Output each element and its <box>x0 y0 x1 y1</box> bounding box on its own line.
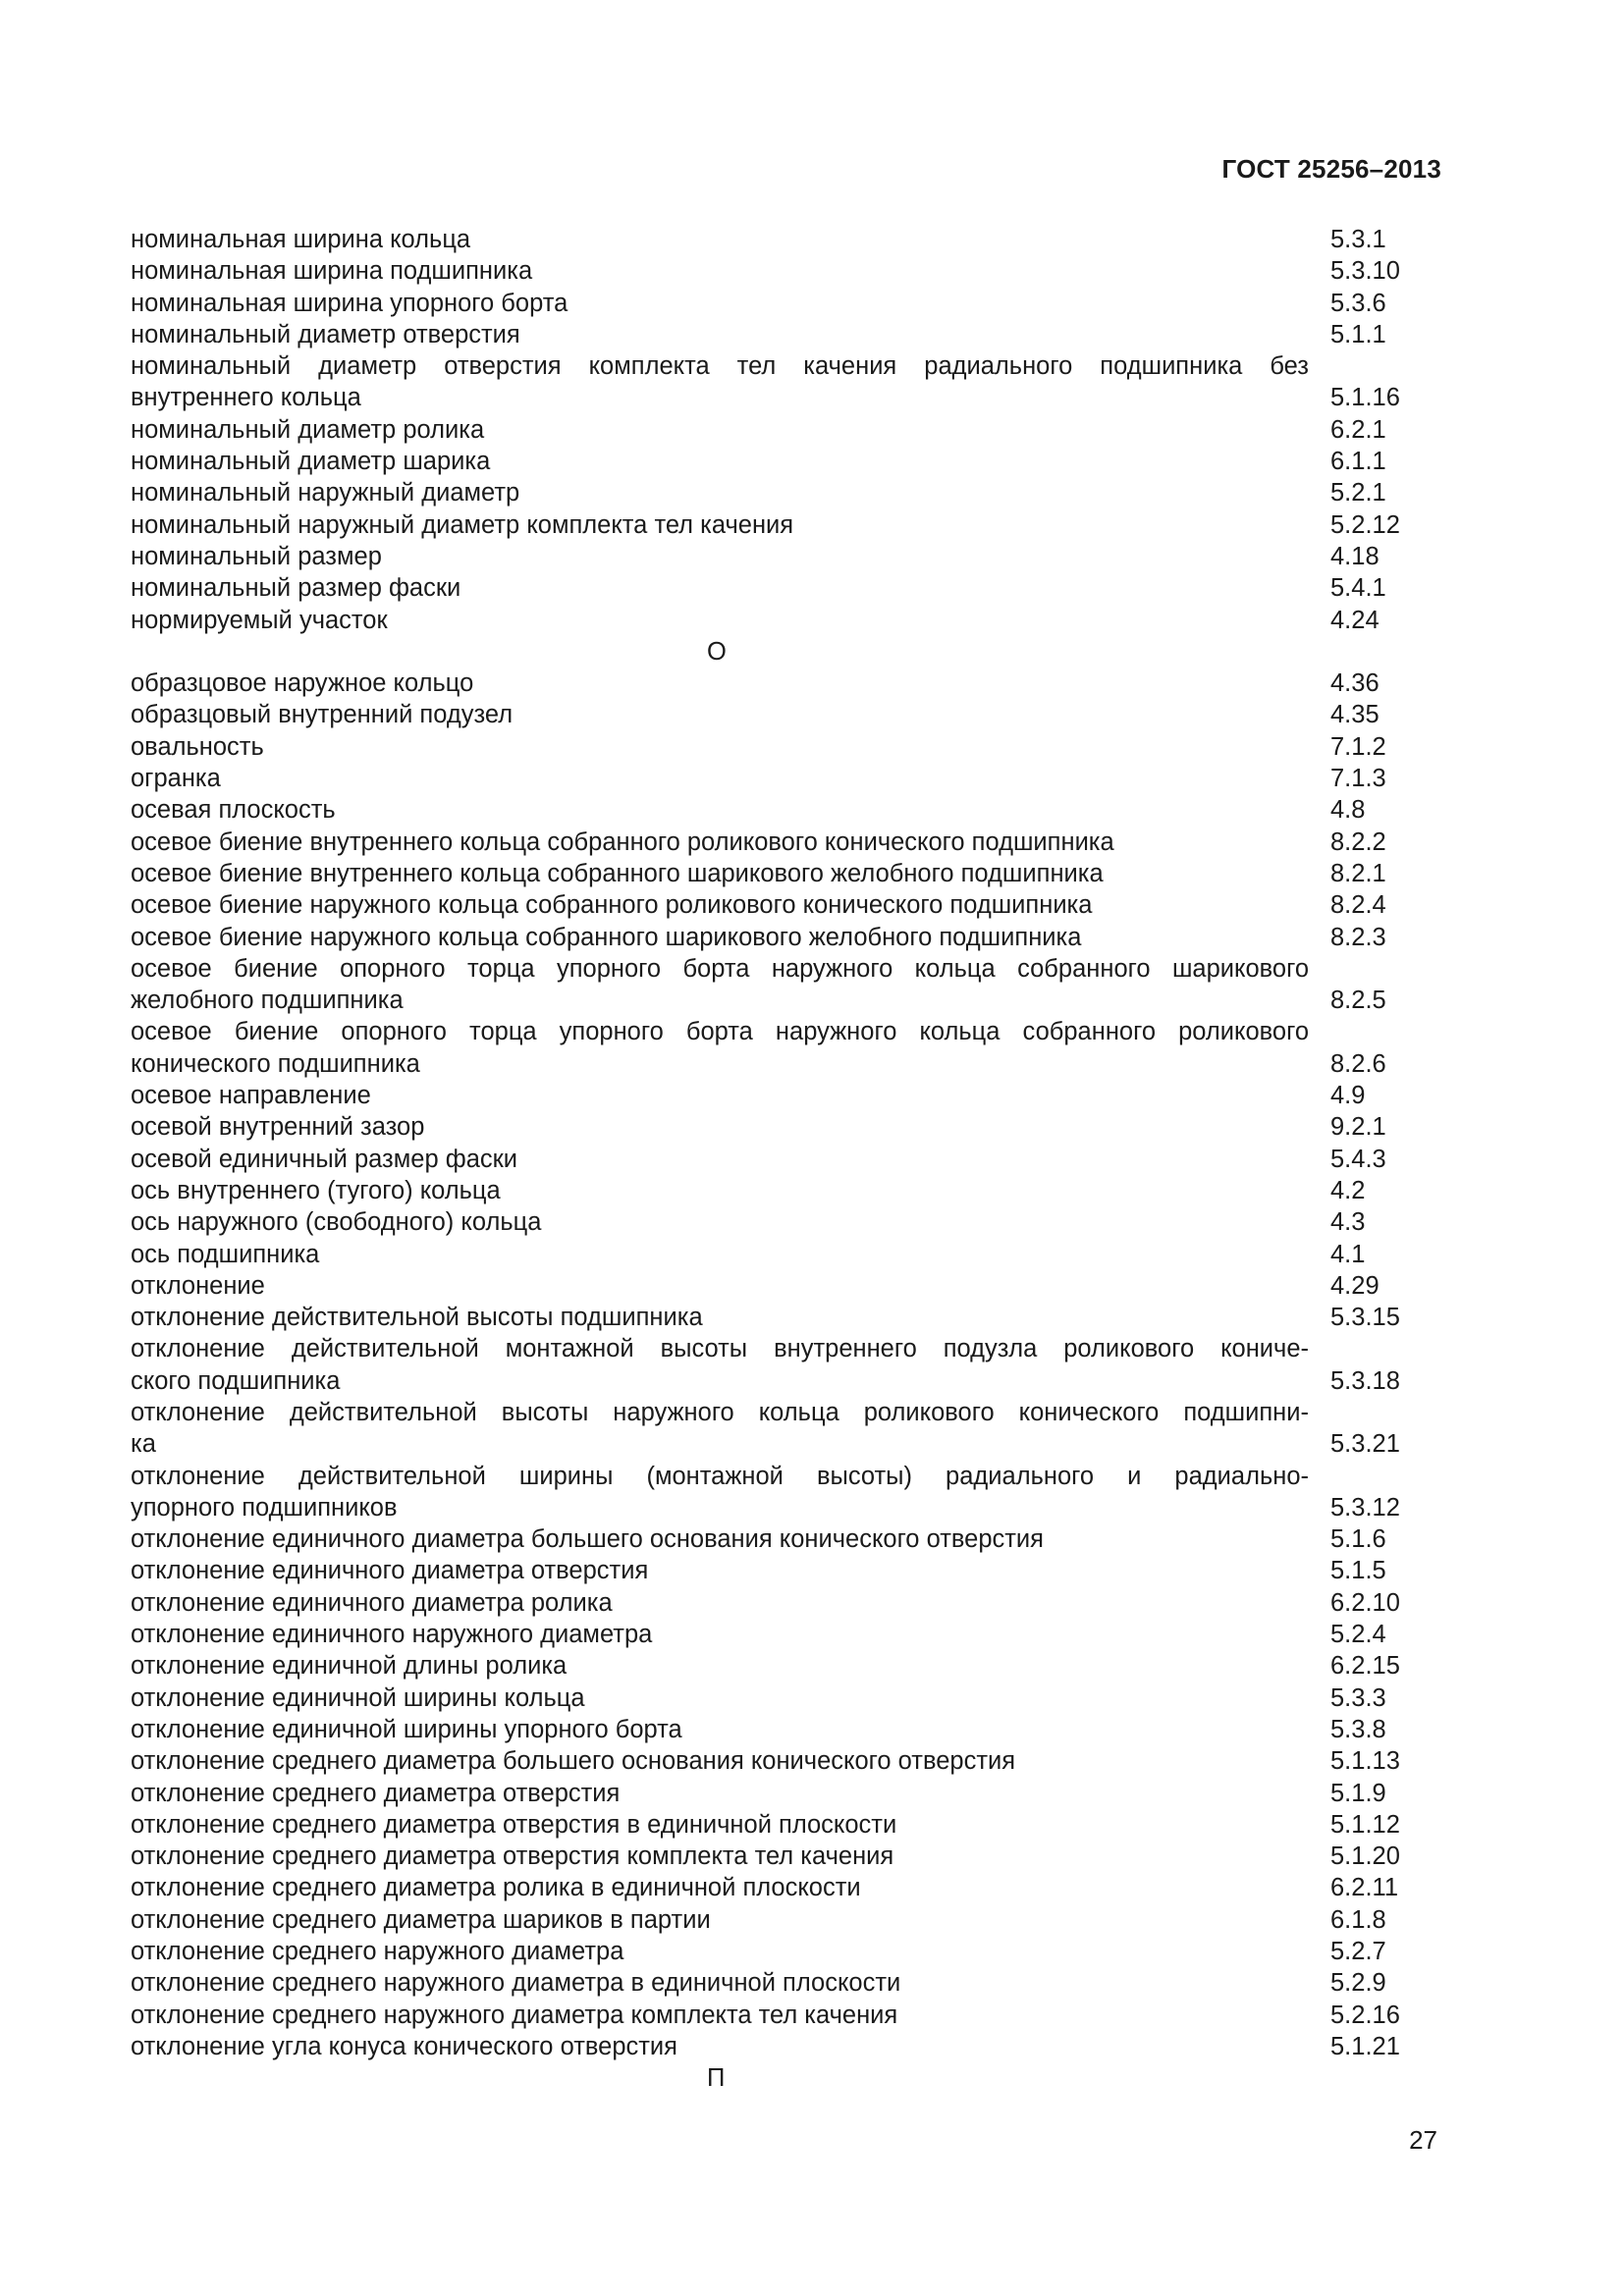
entry-ref: 8.2.1 <box>1330 859 1386 887</box>
index-entry-line <box>131 953 1413 985</box>
entry-ref: 5.1.20 <box>1330 1842 1400 1871</box>
index-entry <box>131 605 1413 636</box>
index-entry <box>131 2000 1413 2031</box>
entry-term: номинальная ширина кольца <box>131 226 471 253</box>
entry-term-continued: конического подшипника <box>131 1049 420 1078</box>
entry-term: образцовое наружное кольцо <box>131 669 474 698</box>
index-entry <box>131 1682 1413 1714</box>
entry-ref: 5.4.3 <box>1330 1145 1386 1173</box>
entry-term: номинальный размер фаски <box>131 574 461 603</box>
entry-ref: 7.1.3 <box>1330 765 1386 793</box>
entry-ref: 4.29 <box>1330 1271 1380 1300</box>
entry-term: номинальный наружный диаметр <box>131 479 520 507</box>
entry-term-continued: упорного подшипников <box>131 1493 398 1522</box>
index-entry <box>131 1428 1413 1460</box>
entry-ref: 5.4.1 <box>1330 574 1386 603</box>
index-entry <box>131 1365 1413 1397</box>
entry-term: ось внутреннего (тугого) кольца <box>131 1176 501 1204</box>
entry-ref: 6.2.11 <box>1330 1874 1399 1902</box>
section-letter: О <box>707 637 727 666</box>
entry-term: осевое биение внутреннего кольца собранного шарикового желобного подшипника <box>131 859 1104 887</box>
entry-term: отклонение действительной монтажной высоты внутреннего подузла роликового кониче- <box>131 1335 1309 1363</box>
entry-ref: 4.35 <box>1330 701 1380 729</box>
entry-ref: 5.1.6 <box>1330 1525 1386 1554</box>
entry-term: отклонение единичной ширины упорного борта <box>131 1715 682 1743</box>
entry-ref: 8.2.4 <box>1330 891 1386 920</box>
index-entry <box>131 1523 1413 1555</box>
index-entry <box>131 382 1413 413</box>
entry-term: отклонение единичного диаметра ролика <box>131 1588 613 1617</box>
entry-ref: 6.1.1 <box>1330 448 1386 476</box>
entry-term: отклонение среднего диаметра отверстия в единичной плоскости <box>131 1810 897 1839</box>
index-entry <box>131 1080 1413 1111</box>
entry-term: отклонение <box>131 1271 265 1300</box>
entry-ref: 5.2.12 <box>1330 510 1400 539</box>
entry-ref: 5.2.4 <box>1330 1621 1386 1649</box>
entry-ref: 5.2.9 <box>1330 1969 1386 1998</box>
entry-term-continued: ского подшипника <box>131 1366 341 1395</box>
entry-term: осевое биение опорного торца упорного борта наружного кольца собранного роликового <box>131 1018 1309 1046</box>
entry-term: осевое биение внутреннего кольца собранного роликового конического подшипника <box>131 828 1114 856</box>
entry-term: номинальный размер <box>131 542 382 570</box>
entry-ref: 5.1.21 <box>1330 2032 1400 2060</box>
index-entry <box>131 414 1413 446</box>
entry-ref: 4.1 <box>1330 1240 1366 1268</box>
entry-term: отклонение угла конуса конического отверстия <box>131 2032 677 2060</box>
index-entry <box>131 922 1413 953</box>
index-entry <box>131 446 1413 477</box>
entry-term: номинальный диаметр отверстия комплекта тел качения радиального подшипника без <box>131 352 1309 381</box>
entry-ref: 8.2.3 <box>1330 923 1386 951</box>
index-entry <box>131 509 1413 541</box>
page-number: 27 <box>1409 2125 1437 2155</box>
entry-term-continued: ка <box>131 1430 156 1459</box>
index-entry <box>131 1936 1413 1967</box>
entry-term-continued: внутреннего кольца <box>131 384 361 412</box>
entry-term: ось наружного (свободного) кольца <box>131 1208 542 1237</box>
entry-ref: 7.1.2 <box>1330 732 1386 761</box>
index-entry <box>131 1745 1413 1777</box>
index-entry <box>131 224 1413 255</box>
entry-ref: 5.3.10 <box>1330 257 1400 286</box>
entry-ref: 4.18 <box>1330 542 1380 570</box>
entry-term: номинальный наружный диаметр комплекта тел качения <box>131 510 794 539</box>
entry-term: отклонение единичного диаметра отверстия <box>131 1557 649 1585</box>
entry-ref: 4.2 <box>1330 1176 1366 1204</box>
entry-term: образцовый внутренний подузел <box>131 701 514 729</box>
entry-ref: 6.2.1 <box>1330 415 1386 444</box>
index-entry <box>131 477 1413 508</box>
index-entry <box>131 1650 1413 1682</box>
index-entry <box>131 985 1413 1016</box>
entry-term: осевое направление <box>131 1082 371 1110</box>
entry-ref: 5.1.16 <box>1330 384 1400 412</box>
index-entry <box>131 1270 1413 1302</box>
index-entry <box>131 1967 1413 1999</box>
entry-term: осевое биение опорного торца упорного борта наружного кольца собранного шарикового <box>131 954 1309 983</box>
index-entry <box>131 731 1413 763</box>
entry-ref: 5.3.12 <box>1330 1493 1400 1522</box>
entry-term: отклонение среднего наружного диаметра в единичной плоскости <box>131 1969 901 1998</box>
entry-term: номинальная ширина упорного борта <box>131 289 568 317</box>
entry-ref: 5.1.12 <box>1330 1810 1400 1839</box>
entry-term: отклонение среднего наружного диаметра <box>131 1938 624 1966</box>
entry-ref: 5.1.5 <box>1330 1557 1386 1585</box>
entry-term: номинальный диаметр шарика <box>131 448 491 476</box>
entry-term: отклонение среднего диаметра отверстия <box>131 1779 621 1807</box>
document-header: ГОСТ 25256–2013 <box>1221 154 1441 184</box>
entry-term: отклонение действительной ширины (монтажной высоты) радиального и радиально- <box>131 1462 1309 1490</box>
index-entry-line <box>131 1397 1413 1428</box>
entry-ref: 4.3 <box>1330 1208 1366 1237</box>
entry-term: отклонение единичного диаметра большего основания конического отверстия <box>131 1525 1044 1554</box>
index-entry <box>131 1111 1413 1143</box>
entry-ref: 5.2.1 <box>1330 479 1386 507</box>
entry-ref: 6.1.8 <box>1330 1905 1386 1934</box>
entry-ref: 5.1.13 <box>1330 1747 1400 1776</box>
entry-term: отклонение единичной ширины кольца <box>131 1683 585 1712</box>
index-entry <box>131 1841 1413 1872</box>
entry-term: отклонение действительной высоты подшипника <box>131 1304 703 1332</box>
entry-ref: 4.24 <box>1330 606 1380 634</box>
entry-term: осевой единичный размер фаски <box>131 1145 518 1173</box>
entry-term: номинальный диаметр отверстия <box>131 320 520 348</box>
entry-term: овальность <box>131 732 264 761</box>
index-entry <box>131 319 1413 350</box>
index-entry <box>131 572 1413 604</box>
entry-term: огранка <box>131 765 221 793</box>
index-entry <box>131 541 1413 572</box>
entry-ref: 5.3.3 <box>1330 1683 1386 1712</box>
index-entry <box>131 1714 1413 1745</box>
entry-ref: 5.1.9 <box>1330 1779 1386 1807</box>
entry-ref: 5.2.7 <box>1330 1938 1386 1966</box>
index-entry <box>131 667 1413 699</box>
entry-ref: 5.3.18 <box>1330 1366 1400 1395</box>
entry-term: номинальная ширина подшипника <box>131 257 533 286</box>
entry-ref: 4.8 <box>1330 796 1366 825</box>
entry-ref: 5.3.8 <box>1330 1715 1386 1743</box>
entry-ref: 5.3.1 <box>1330 226 1386 253</box>
entry-term: номинальный диаметр ролика <box>131 415 485 444</box>
entry-ref: 4.36 <box>1330 669 1380 698</box>
entry-term: отклонение среднего диаметра шариков в партии <box>131 1905 711 1934</box>
index-entry <box>131 794 1413 826</box>
entry-term: ось подшипника <box>131 1240 320 1268</box>
index-entry <box>131 1239 1413 1270</box>
entry-term: отклонение среднего наружного диаметра комплекта тел качения <box>131 2001 898 2029</box>
index-entry <box>131 1144 1413 1175</box>
term-index <box>131 224 1413 2095</box>
index-entry <box>131 1302 1413 1333</box>
entry-ref: 4.9 <box>1330 1082 1366 1110</box>
entry-ref: 6.2.10 <box>1330 1588 1400 1617</box>
section-letter: П <box>707 2064 726 2093</box>
index-entry <box>131 288 1413 319</box>
entry-ref: 8.2.5 <box>1330 987 1386 1015</box>
index-entry <box>131 1872 1413 1903</box>
entry-term: отклонение единичного наружного диаметра <box>131 1621 653 1649</box>
entry-term: осевое биение наружного кольца собранного шарикового желобного подшипника <box>131 923 1082 951</box>
index-entry <box>131 763 1413 794</box>
entry-term: нормируемый участок <box>131 606 388 634</box>
index-entry-line <box>131 1461 1413 1492</box>
index-entry <box>131 1778 1413 1809</box>
index-entry-line <box>131 350 1413 382</box>
entry-ref: 8.2.2 <box>1330 828 1386 856</box>
index-entry <box>131 699 1413 730</box>
index-entry <box>131 1904 1413 1936</box>
entry-term-continued: желобного подшипника <box>131 987 404 1015</box>
entry-term: осевое биение наружного кольца собранного роликового конического подшипника <box>131 891 1093 920</box>
index-entry <box>131 1587 1413 1619</box>
entry-term: отклонение среднего диаметра большего основания конического отверстия <box>131 1747 1016 1776</box>
index-entry-line <box>131 1016 1413 1047</box>
index-entry <box>131 1492 1413 1523</box>
index-entry <box>131 1555 1413 1586</box>
entry-ref: 5.3.6 <box>1330 289 1386 317</box>
entry-ref: 8.2.6 <box>1330 1049 1386 1078</box>
index-entry <box>131 2031 1413 2062</box>
entry-term: осевая плоскость <box>131 796 336 825</box>
entry-ref: 5.2.16 <box>1330 2001 1400 2029</box>
index-entry <box>131 889 1413 921</box>
index-entry <box>131 1206 1413 1238</box>
index-entry <box>131 858 1413 889</box>
index-entry <box>131 1619 1413 1650</box>
entry-term: отклонение единичной длины ролика <box>131 1652 568 1681</box>
entry-term: отклонение среднего диаметра ролика в единичной плоскости <box>131 1874 861 1902</box>
index-entry <box>131 255 1413 287</box>
entry-ref: 5.1.1 <box>1330 320 1386 348</box>
index-entry <box>131 827 1413 858</box>
entry-ref: 6.2.15 <box>1330 1652 1400 1681</box>
entry-term: отклонение среднего диаметра отверстия комплекта тел качения <box>131 1842 894 1871</box>
entry-term: отклонение действительной высоты наружного кольца роликового конического подшипни- <box>131 1398 1309 1426</box>
entry-term: осевой внутренний зазор <box>131 1113 425 1142</box>
index-entry-line <box>131 1333 1413 1364</box>
entry-ref: 9.2.1 <box>1330 1113 1386 1142</box>
index-entry <box>131 1809 1413 1841</box>
index-entry <box>131 1175 1413 1206</box>
entry-ref: 5.3.15 <box>1330 1304 1400 1332</box>
entry-ref: 5.3.21 <box>1330 1430 1400 1459</box>
index-entry <box>131 1048 1413 1080</box>
